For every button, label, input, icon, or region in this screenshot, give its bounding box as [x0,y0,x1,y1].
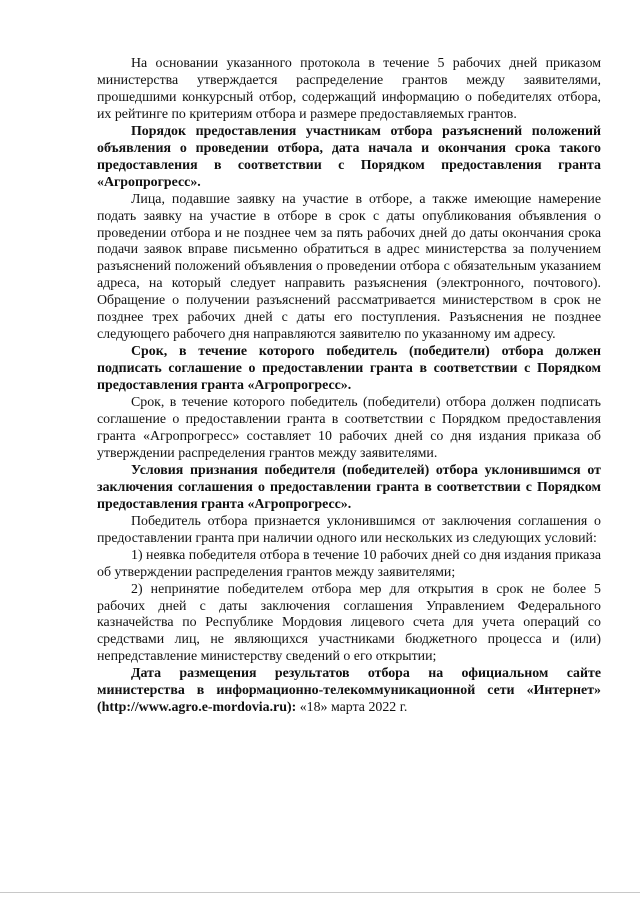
document-page [97,56,601,717]
paragraph-signing-term: Срок, в течение которого победитель (победители) отбора должен подписать соглашение о предоставлении гранта в соответствии с Порядком предоставления гранта «Агропрогресс» составляет 10 рабочих дней со дня издания приказа об утверждении распределения грантов между заявителями. [97,395,601,461]
paragraph-publication-date [97,666,601,717]
paragraph-evasion-intro: Победитель отбора признается уклонившимся от заключения соглашения о предоставлении гранта при наличии одного или нескольких из следующих условий: [97,513,601,546]
paragraph-protocol: На основании указанного протокола в течение 5 рабочих дней приказом министерства утверждается распределение грантов между заявителями, прошедшими конкурсный отбор, содержащий информацию о победителях отбора, их рейтинге по критериям отбора и размере предоставляемых грантов. [97,56,601,122]
bottom-divider [0,892,640,893]
publication-date-value: «18» марта 2022 г. [299,700,408,716]
heading-signing-term: Срок, в течение которого победитель (победители) отбора должен подписать соглашение о предоставлении гранта в соответствии с Порядком предоставления гранта «Агропрогресс». [97,344,601,394]
paragraph-clarifications: Лица, подавшие заявку на участие в отборе, а также имеющие намерение подать заявку на участие в отборе в срок с даты опубликования объявления о проведении отбора и не позднее чем за пять рабочих дней до даты окончания срока подачи заявок вправе письменно обратиться в адрес министерства за получением разъяснений положений объявления о проведении отбора с обязательным указанием адреса, на который следует направить разъяснения (электронного, почтового). Обращение о получении разъяснений рассматривается министерством в срок не позднее трех рабочих дней с даты его поступления. Разъяснения не позднее следующего рабочего дня направляются заявителю по указанному им адресу. [97,191,601,343]
list-item-condition-2: 2) непринятие победителем отбора мер для открытия в срок не более 5 рабочих дней с даты заключения соглашения Управлением Федерального казначейства по Республике Мордовия лицевого счета для учета операций со средствами лиц, не являющихся участниками бюджетного процесса и (или) непредставление министерству сведений о его открытии; [97,581,601,665]
heading-clarifications: Порядок предоставления участникам отбора разъяснений положений объявления о проведении отбора, дата начала и окончания срока такого предоставления в соответствии с Порядком предоставления гранта «Агропрогресс». [97,123,601,190]
list-item-condition-1: 1) неявка победителя отбора в течение 10 рабочих дней со дня издания приказа об утверждении распределения грантов между заявителями; [97,547,601,580]
heading-evasion-conditions: Условия признания победителя (победителей) отбора уклонившимся от заключения соглашения о предоставлении гранта в соответствии с Порядком предоставления гранта «Агропрогресс». [97,462,601,512]
heading-publication-date: Дата размещения результатов отбора на официальном сайте министерства в информационно-телекоммуникационной сети «Интернет» (http://www.agro.e-mordovia.ru): [97,666,601,716]
